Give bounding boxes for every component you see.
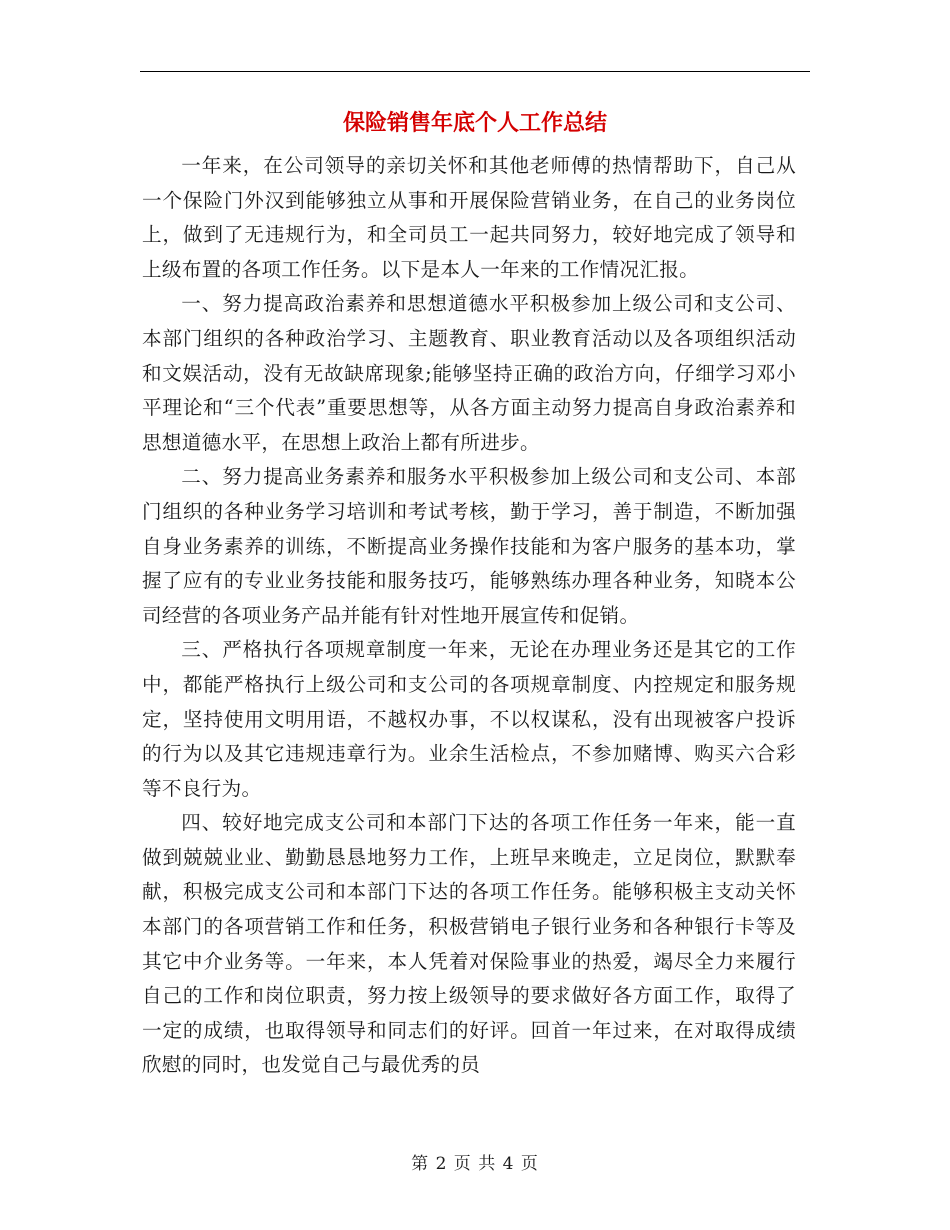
document-title: 保险销售年底个人工作总结 (342, 111, 607, 136)
page-number-footer: 第 2 页 共 4 页 (411, 1154, 539, 1174)
paragraph-section-3: 三、严格执行各项规章制度一年来，无论在办理业务还是其它的工作中，都能严格执行上级公司和支公司的各项规章制度、内控规定和服务规定，坚持使用文明用语，不越权办事，不以权谋私，没有出现被客户投诉的行为以及其它违规违章行为。业余生活检点，不参加赌博、购买六合彩等不良行为。 (142, 638, 796, 800)
header-rule (140, 71, 810, 72)
document-body (142, 149, 796, 1083)
paragraph-section-1: 一、努力提高政治素养和思想道德水平积极参加上级公司和支公司、本部门组织的各种政治学习、主题教育、职业教育活动以及各项组织活动和文娱活动，没有无故缺席现象;能够坚持正确的政治方向，仔细学习邓小平理论和“三个代表”重要思想等，从各方面主动努力提高自身政治素养和思想道德水平，在思想上政治上都有所进步。 (142, 292, 796, 454)
paragraph-section-2: 二、努力提高业务素养和服务水平积极参加上级公司和支公司、本部门组织的各种业务学习培训和考试考核，勤于学习，善于制造，不断加强自身业务素养的训练，不断提高业务操作技能和为客户服务的基本功，掌握了应有的专业业务技能和服务技巧，能够熟练办理各种业务，知晓本公司经营的各项业务产品并能有针对性地开展宣传和促销。 (142, 465, 796, 627)
paragraph-intro: 一年来，在公司领导的亲切关怀和其他老师傅的热情帮助下，自己从一个保险门外汉到能够独立从事和开展保险营销业务，在自己的业务岗位上，做到了无违规行为，和全司员工一起共同努力，较好地完成了领导和上级布置的各项工作任务。以下是本人一年来的工作情况汇报。 (142, 154, 796, 281)
paragraph-section-4: 四、较好地完成支公司和本部门下达的各项工作任务一年来，能一直做到兢兢业业、勤勤恳恳地努力工作，上班早来晚走，立足岗位，默默奉献，积极完成支公司和本部门下达的各项工作任务。能够积极主支动关怀本部门的各项营销工作和任务，积极营销电子银行业务和各种银行卡等及其它中介业务等。一年来，本人凭着对保险事业的热爱，竭尽全力来履行自己的工作和岗位职责，努力按上级领导的要求做好各方面工作，取得了一定的成绩，也取得领导和同志们的好评。回首一年过来，在对取得成绩欣慰的同时，也发觉自己与最优秀的员 (142, 811, 796, 1077)
